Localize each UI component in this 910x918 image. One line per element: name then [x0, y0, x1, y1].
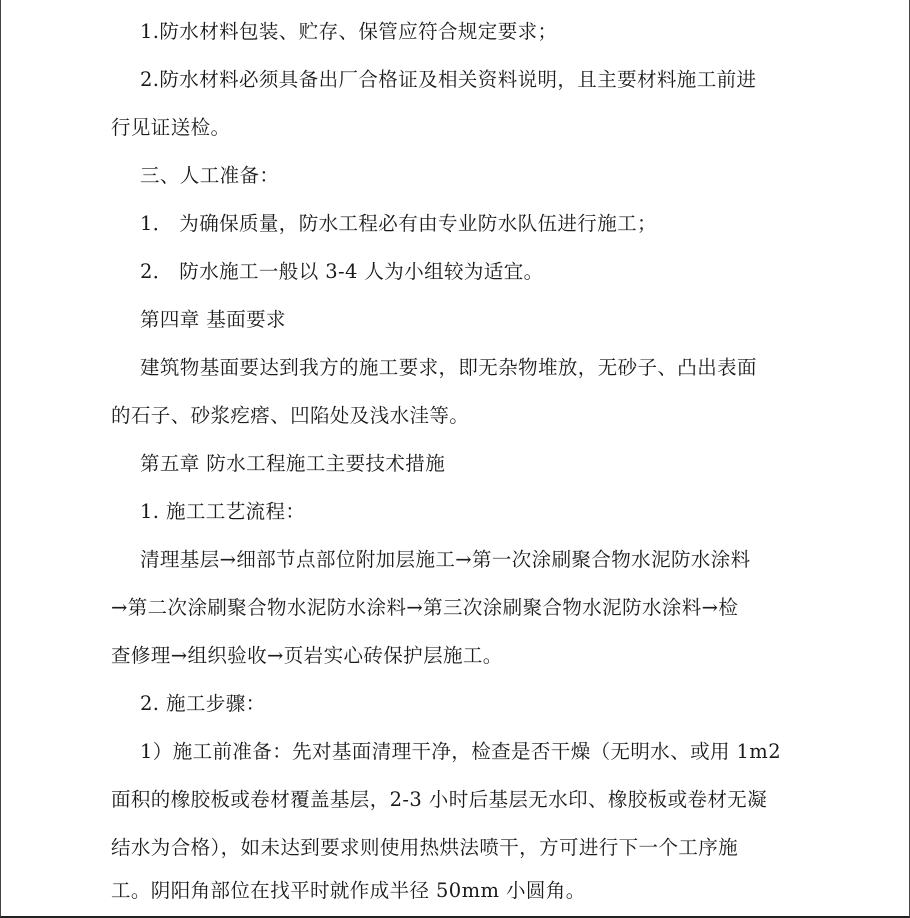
- step-1-line-1: 1）施工前准备：先对基面清理干净，检查是否干燥（无明水、或用 1m2: [140, 740, 782, 763]
- labor-item-1: 1． 为确保质量，防水工程必有由专业防水队伍进行施工；: [140, 212, 657, 235]
- chapter-5-heading: 第五章 防水工程施工主要技术措施: [140, 452, 446, 475]
- material-rule-2-cont: 行见证送检。: [111, 116, 231, 139]
- process-flow-heading: 1. 施工工艺流程：: [140, 500, 306, 523]
- process-flow-line-2: →第二次涂刷聚合物水泥防水涂料→第三次涂刷聚合物水泥防水涂料→检: [111, 596, 739, 619]
- step-1-line-2: 面积的橡胶板或卷材覆盖基层，2-3 小时后基层无水印、橡胶板或卷材无凝: [111, 788, 768, 811]
- material-rule-2: 2.防水材料必须具备出厂合格证及相关资料说明，且主要材料施工前进: [140, 68, 757, 91]
- material-rule-1: 1.防水材料包装、贮存、保管应符合规定要求；: [140, 20, 558, 43]
- step-1-line-3: 结水为合格），如未达到要求则使用热烘法喷干，方可进行下一个工序施: [111, 836, 739, 859]
- section-heading-labor: 三、人工准备：: [140, 164, 280, 187]
- process-flow-line-1: 清理基层→细部节点部位附加层施工→第一次涂刷聚合物水泥防水涂料: [140, 548, 751, 571]
- process-flow-line-3: 查修理→组织验收→页岩实心砖保护层施工。: [111, 644, 503, 667]
- base-requirement-text: 建筑物基面要达到我方的施工要求，即无杂物堆放，无砂子、凸出表面: [140, 356, 757, 379]
- chapter-4-heading: 第四章 基面要求: [140, 308, 286, 331]
- base-requirement-cont: 的石子、砂浆疙瘩、凹陷处及浅水洼等。: [111, 404, 470, 427]
- step-1-line-4: 工。阴阳角部位在找平时就作成半径 50mm 小圆角。: [111, 879, 586, 902]
- labor-item-2: 2． 防水施工一般以 3-4 人为小组较为适宜。: [140, 260, 544, 283]
- steps-heading: 2. 施工步骤：: [140, 692, 266, 715]
